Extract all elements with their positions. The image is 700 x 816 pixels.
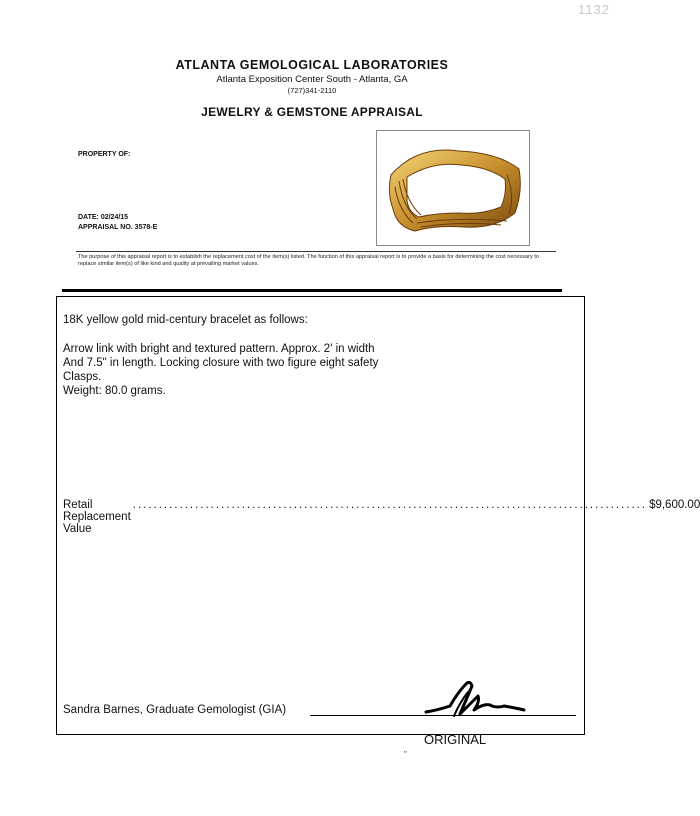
- scan-page-mark: 1132: [578, 2, 610, 17]
- appraisal-number-value: 3578-E: [134, 224, 158, 231]
- date-value: 02/24/15: [100, 214, 129, 221]
- section-divider: [62, 289, 562, 292]
- bracelet-photo: [376, 130, 530, 246]
- description-line: Weight: 80.0 grams.: [63, 385, 166, 397]
- purpose-divider: [76, 251, 556, 252]
- leader-dots: ...................................................................................................: [132, 499, 648, 511]
- description-line: Clasps.: [63, 371, 102, 383]
- item-title: 18K yellow gold mid-century bracelet as follows:: [63, 314, 308, 326]
- purpose-statement: The purpose of this appraisal report is to establish the replacement cost of the item(s) listed. The function of this appraisal report is to provide a basis for determining the cost necessary to replace similar item(s) of like kind and quality at prevailing market values.: [78, 254, 539, 267]
- lab-name: ATLANTA GEMOLOGICAL LABORATORIES: [175, 58, 449, 72]
- bracelet-image: [377, 131, 529, 245]
- lab-phone: (727)341-2110: [287, 86, 337, 95]
- date-row: [78, 214, 128, 221]
- appraisal-number-row: [78, 224, 157, 231]
- document-title: JEWELRY & GEMSTONE APPRAISAL: [201, 105, 423, 119]
- appraiser-name: Sandra Barnes, Graduate Gemologist (GIA): [63, 704, 287, 716]
- retail-value-row: [63, 499, 700, 535]
- lab-address: Atlanta Exposition Center South - Atlanta, GA: [216, 74, 408, 85]
- stray-mark: ": [404, 750, 407, 759]
- description-line: And 7.5" in length. Locking closure with two figure eight safety: [63, 357, 379, 369]
- retail-value-amount: $9,600.00: [649, 499, 700, 511]
- item-description: [63, 342, 463, 398]
- description-line: Arrow link with bright and textured pattern. Approx. 2' in width: [63, 343, 375, 355]
- retail-value-label: Retail Replacement Value: [63, 499, 131, 535]
- appraisal-number-label: APPRAISAL NO.: [78, 224, 133, 231]
- property-of-label: PROPERTY OF:: [78, 151, 131, 158]
- original-label: ORIGINAL: [424, 732, 487, 747]
- signature-image: [420, 672, 540, 722]
- date-label: DATE:: [78, 214, 99, 221]
